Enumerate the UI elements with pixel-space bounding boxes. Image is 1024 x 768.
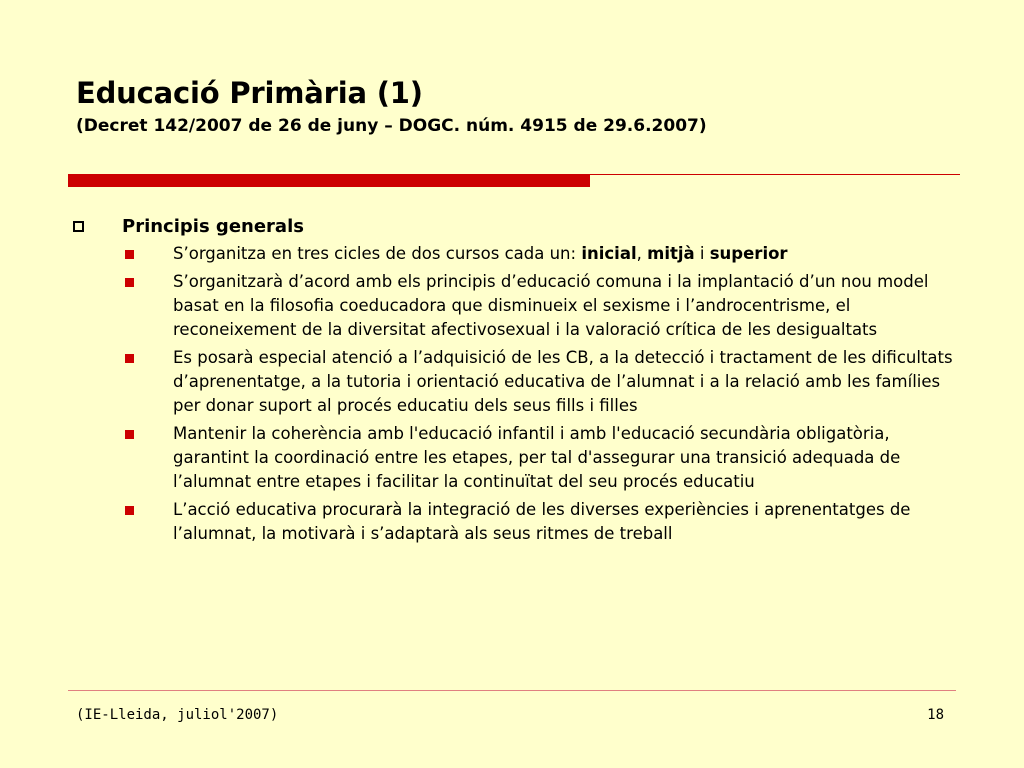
slide-body	[70, 210, 960, 550]
bullet-item	[125, 346, 963, 418]
bullet-text: S’organitza en tres cicles de dos cursos cada un: inicial, mitjà i superior	[173, 244, 788, 263]
square-bullet-icon	[125, 430, 134, 439]
footer-divider	[68, 690, 956, 691]
footer-source: (IE-Lleida, juliol'2007)	[76, 707, 279, 723]
bullet-item	[125, 270, 963, 342]
square-bullet-icon	[125, 354, 134, 363]
bullet-text: L’acció educativa procurarà la integració de les diverses experiències i aprenentatges de l’alumnat, la motivarà i s’adaptarà als seus ritmes de treball	[173, 500, 911, 543]
bullet-item	[125, 242, 963, 266]
bullet-text: Es posarà especial atenció a l’adquisició de les CB, a la detecció i tractament de les dificultats d’aprenentatge, a la tutoria i orientació educativa de l’alumnat i a la relació amb les famílies per donar suport al procés educatiu dels seus fills i filles	[173, 348, 953, 415]
page-number: 18	[927, 707, 944, 723]
slide-subtitle: (Decret 142/2007 de 26 de juny – DOGC. núm. 4915 de 29.6.2007)	[76, 116, 707, 136]
square-bullet-icon	[125, 506, 134, 515]
slide-title: Educació Primària (1)	[76, 76, 423, 110]
bullet-item	[125, 422, 963, 494]
title-divider-bar	[68, 175, 590, 187]
hollow-square-bullet-icon	[73, 221, 84, 232]
section-heading-row	[70, 210, 960, 242]
bullet-text: Mantenir la coherència amb l'educació infantil i amb l'educació secundària obligatòria, garantint la coordinació entre les etapes, per tal d'assegurar una transició adequada de l’alumnat entre etapes i facilitar la continuïtat del seu procés educatiu	[173, 424, 901, 491]
bullet-text: S’organitzarà d’acord amb els principis d’educació comuna i la implantació d’un nou model basat en la filosofia coeducadora que disminueix el sexisme i l’androcentrisme, el reconeixement de la diversitat afectivosexual i la valoració crítica de les desigualtats	[173, 272, 929, 339]
section-heading: Principis generals	[122, 215, 304, 237]
bullet-item	[125, 498, 963, 546]
square-bullet-icon	[125, 278, 134, 287]
square-bullet-icon	[125, 250, 134, 259]
